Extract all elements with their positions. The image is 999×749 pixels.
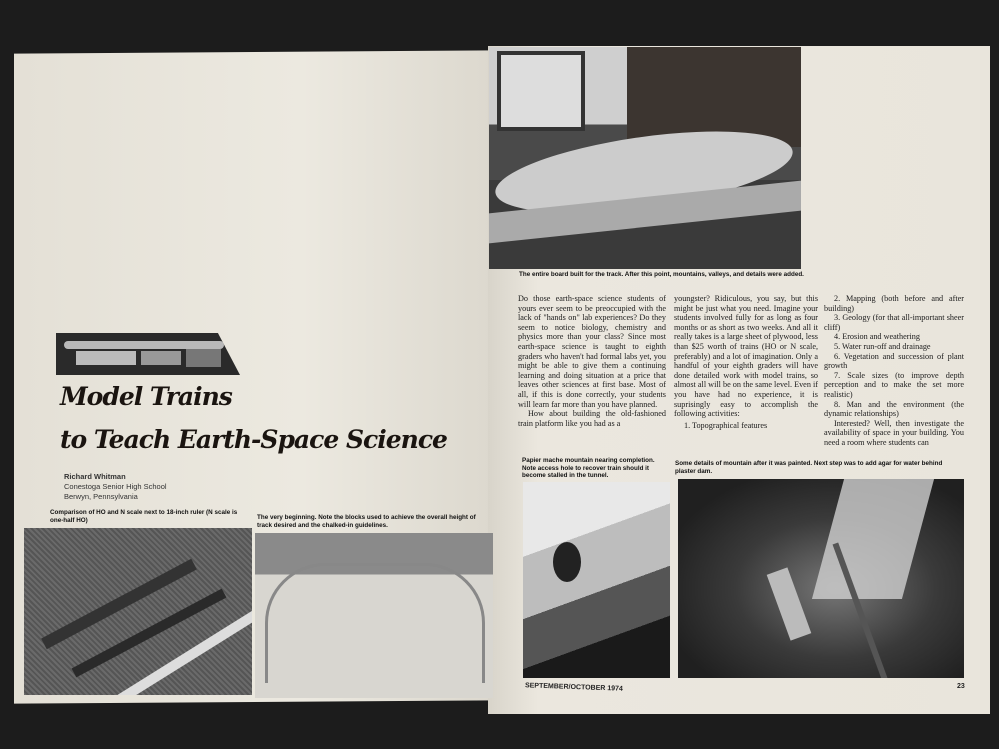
photo-painted-mountain (678, 479, 964, 678)
list-item: 1. Topographical features (684, 420, 768, 430)
author-location: Berwyn, Pennsylvania (64, 492, 138, 501)
caption-entire-board: The entire board built for the track. After this point, mountains, valleys, and details were added. (519, 271, 804, 278)
paragraph: Interested? Well, then investigate the availability of space in your building. You need a room where students can (824, 418, 964, 447)
list-item: 3. Geology (for that all-important sheer cliff) (824, 313, 964, 332)
paragraph: Do those earth-space science students of yours ever seem to be preoccupied with the lack of "hands on" lab experiences? Do they seem to notice biology, chemistry and physics more than your class? Since most earth-space science is taught to eighth graders who haven't had formal labs yet, you might be able to give them a continuing learning and doing situation at a price that leaves other sciences at first base. Most of all, if this is done correctly, your students will learn far more than you have planned. (518, 294, 666, 409)
article-column-2 (674, 294, 818, 430)
photo-very-beginning (255, 533, 493, 698)
list-item: 6. Vegetation and succession of plant growth (824, 351, 964, 371)
author-name: Richard Whitman (64, 472, 126, 481)
list-item: 5. Water run-off and drainage (834, 341, 931, 351)
photo-ho-n-scale (24, 528, 252, 695)
list-item: 4. Erosion and weathering (834, 332, 920, 342)
article-column-1 (518, 294, 666, 428)
photo-entire-board (489, 47, 801, 269)
page-number: 23 (957, 683, 965, 690)
list-item: 8. Man and the environment (the dynamic relationships) (824, 399, 964, 419)
list-item: 7. Scale sizes (to improve depth perception and to make the set more realistic) (824, 370, 964, 399)
caption-mountain-details: Some details of mountain after it was painted. Next step was to add agar for water behind plaster dam. (675, 460, 943, 475)
caption-papier-mache: Papier mache mountain nearing completion. Note access hole to recover train should it become stalled in the tunnel. (522, 457, 655, 479)
author-school: Conestoga Senior High School (64, 482, 167, 491)
photo-papier-mache-mountain (523, 482, 670, 678)
article-title-line2: to Teach Earth-Space Science (60, 425, 447, 454)
article-column-3 (824, 294, 964, 448)
caption-beginning: The very beginning. Note the blocks used to achieve the overall height of track desired and the chalked-in guidelines. (257, 514, 476, 529)
paragraph: youngster? Ridiculous, you say, but this might be just what you need. Imagine your students involved fully for as long as four months or as short as two weeks. And all it really takes is a large sheet of plywood, less than $25 worth of trains (HO or N scale, preferably) and a lot of imagination. Only a handful of your eighth graders will have done detailed work with model trains, so almost all will be on the same level. Even if you have had no experience, it is suprisingly easy to accomplish the following activities: (674, 294, 818, 419)
train-illustration (56, 333, 240, 375)
list-item: 2. Mapping (both before and after building) (824, 294, 964, 313)
footer-date: SEPTEMBER/OCTOBER 1974 (524, 682, 623, 693)
paragraph: How about building the old-fashioned train platform like you had as a (518, 409, 666, 428)
caption-ruler: Comparison of HO and N scale next to 18-inch ruler (N scale is one-half HO) (50, 509, 238, 524)
article-title-line1: Model Trains (60, 382, 232, 411)
